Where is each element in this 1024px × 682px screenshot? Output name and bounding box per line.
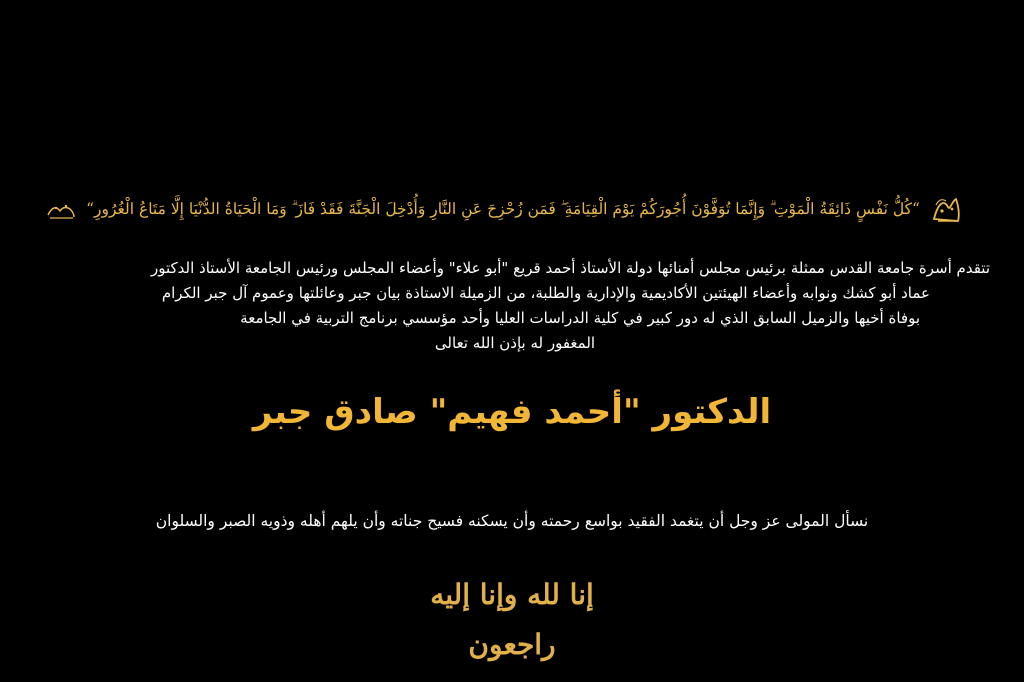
announcement-line: بوفاة أخيها والزميل السابق الذي له دور كبير في كلية الدراسات العليا وأحد مؤسسي برنامج التربية في الجامعة [240, 309, 920, 327]
announcement-line: تتقدم أسرة جامعة القدس ممثلة برئيس مجلس أمنائها دولة الأستاذ أحمد قريع "أبو علاء" وأعضاء المجلس ورئيس الجامعة الأستاذ الدكتور [150, 259, 990, 277]
prayer-text: نسأل المولى عز وجل أن يتغمد الفقيد بواسع رحمته وأن يسكنه فسيح جناته وأن يلهم أهله وذويه الصبر والسلوان [155, 512, 869, 530]
announcement-line: عماد أبو كشك ونوابه وأعضاء الهيئتين الأكاديمية والإدارية والطلبة، من الزميلة الاستاذة بيان جبر وعائلتها وعموم آل جبر الكرام [161, 284, 930, 302]
deceased-name: الدكتور "أحمد فهيم" صادق جبر [252, 392, 772, 432]
sadaqallah-calligraphy-icon [46, 199, 76, 221]
verse-text: “كُلُّ نَفْسٍ ذَائِقَةُ الْمَوْتِ ۗ وَإِنَّمَا تُوَفَّوْنَ أُجُورَكُمْ يَوْمَ الْقِيَامَةِ ۖ فَمَن زُحْزِحَ عَنِ النَّارِ وَأُدْخِلَ الْجَنَّةَ فَقَدْ فَازَ ۗ وَمَا الْحَيَاةُ الدُّنْيَا إِلَّا مَتَاعُ الْغُرُورِ“ [86, 200, 920, 219]
quran-verse-row [60, 188, 950, 232]
inna-lillahi-calligraphy: إنا لله وإنا إليه راجعون [430, 578, 594, 661]
basmala-calligraphy-icon [930, 193, 964, 227]
announcement-text [40, 256, 990, 356]
announcement-line: المغفور له بإذن الله تعالى [434, 334, 596, 352]
